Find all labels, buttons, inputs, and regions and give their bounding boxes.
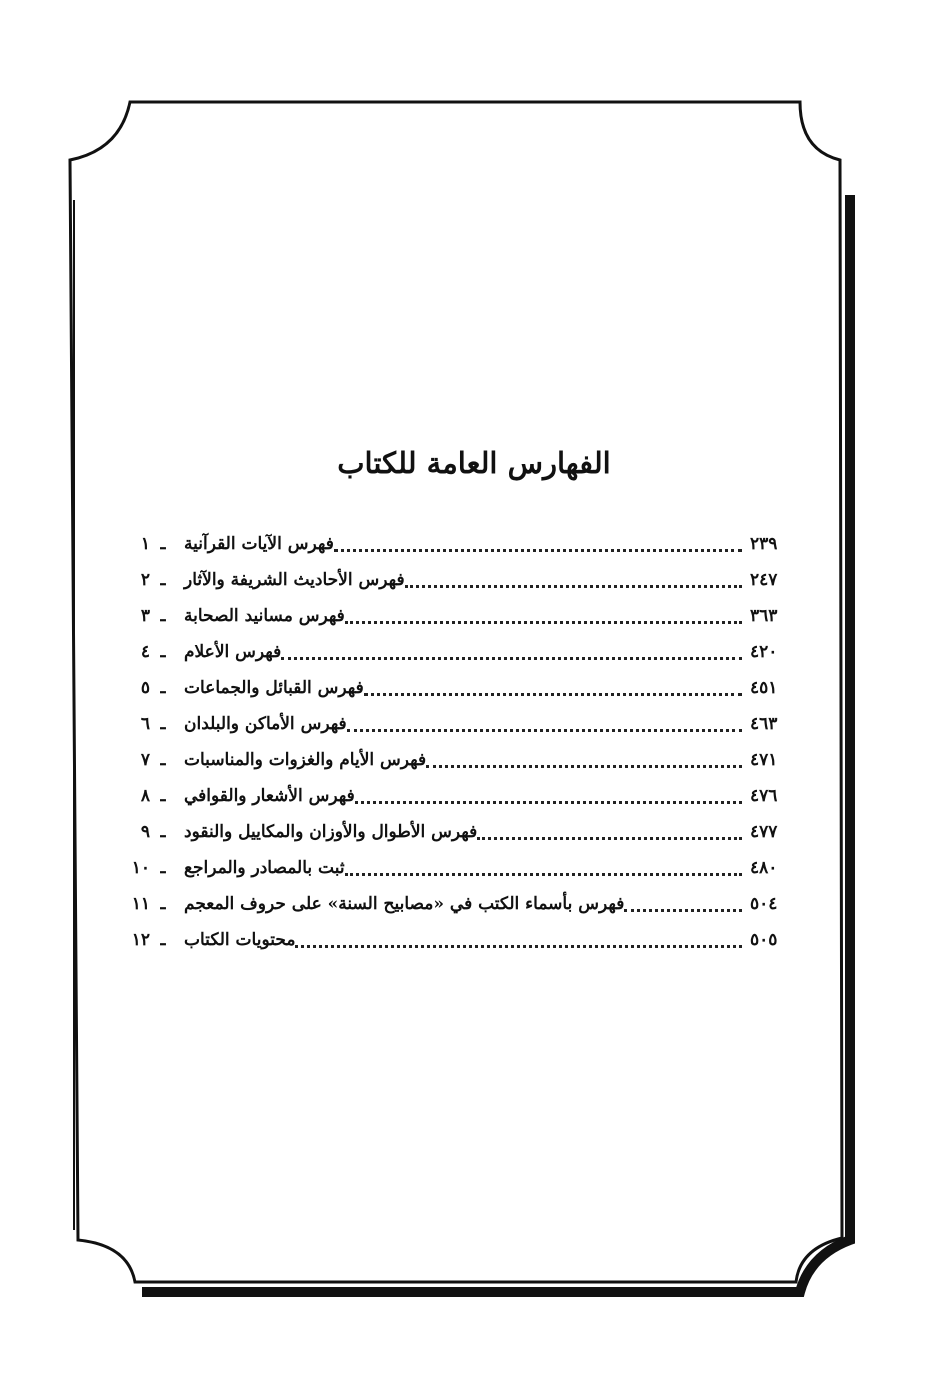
dot-leader — [364, 693, 742, 696]
dot-leader — [281, 657, 742, 660]
toc-entry[interactable] — [120, 598, 800, 634]
page-title: الفهارس العامة للكتاب — [337, 446, 611, 480]
entry-title: فهرس الأيام والغزوات والمناسبات — [184, 750, 427, 770]
entry-number: ٨ — [140, 786, 150, 806]
entry-number: ١١ — [131, 894, 150, 914]
entry-number: ٥ — [140, 678, 150, 698]
entry-title: فهرس الأماكن والبلدان — [184, 714, 347, 734]
entry-number: ١٠ — [131, 858, 150, 878]
entry-page-number: ٤٧١ — [750, 750, 778, 770]
toc-entry[interactable] — [120, 814, 800, 850]
entry-title: فهرس الأشعار والقوافي — [184, 786, 355, 806]
entry-number: ١٢ — [131, 930, 150, 950]
entry-dash: ـ — [160, 930, 166, 950]
entry-title: فهرس الأعلام — [184, 642, 282, 662]
entry-page-number: ٢٤٧ — [750, 570, 778, 590]
toc-entry[interactable] — [120, 850, 800, 886]
dot-leader — [477, 837, 742, 840]
entry-number: ٩ — [140, 822, 150, 842]
entry-page-number: ٢٣٩ — [750, 534, 778, 554]
entry-page-number: ٤٢٠ — [750, 642, 778, 662]
entry-dash: ـ — [160, 714, 166, 734]
dot-leader — [355, 801, 742, 804]
entry-page-number: ٤٥١ — [750, 678, 778, 698]
entry-page-number: ٣٦٣ — [750, 606, 778, 626]
entry-page-number: ٤٧٦ — [750, 786, 778, 806]
entry-page-number: ٥٠٤ — [750, 894, 778, 914]
dot-leader — [295, 945, 742, 948]
entry-title: فهرس الأحاديث الشريفة والآثار — [184, 570, 405, 590]
entry-dash: ـ — [160, 534, 166, 554]
entry-dash: ـ — [160, 786, 166, 806]
entry-dash: ـ — [160, 750, 166, 770]
entry-page-number: ٤٧٧ — [750, 822, 778, 842]
entry-title: محتويات الكتاب — [184, 930, 296, 950]
entry-number: ٢ — [140, 570, 150, 590]
entry-title: فهرس الأطوال والأوزان والمكاييل والنقود — [184, 822, 478, 842]
entry-title: ثبت بالمصادر والمراجع — [184, 858, 345, 878]
entry-page-number: ٥٠٥ — [750, 930, 778, 950]
toc-entry[interactable] — [120, 634, 800, 670]
entry-title: فهرس القبائل والجماعات — [184, 678, 364, 698]
toc-entry[interactable] — [120, 778, 800, 814]
contents-list — [120, 526, 800, 958]
dot-leader — [426, 765, 742, 768]
dot-leader — [334, 549, 742, 552]
toc-entry[interactable] — [120, 886, 800, 922]
toc-entry[interactable] — [120, 670, 800, 706]
entry-page-number: ٤٨٠ — [750, 858, 778, 878]
entry-page-number: ٤٦٣ — [750, 714, 778, 734]
entry-dash: ـ — [160, 678, 166, 698]
toc-entry[interactable] — [120, 922, 800, 958]
entry-dash: ـ — [160, 822, 166, 842]
toc-entry[interactable] — [120, 742, 800, 778]
toc-entry[interactable] — [120, 526, 800, 562]
dot-leader — [405, 585, 742, 588]
dot-leader — [345, 873, 742, 876]
dot-leader — [624, 909, 742, 912]
dot-leader — [345, 621, 742, 624]
entry-dash: ـ — [160, 570, 166, 590]
entry-dash: ـ — [160, 858, 166, 878]
entry-number: ٤ — [140, 642, 150, 662]
entry-number: ١ — [140, 534, 150, 554]
entry-title: فهرس الآيات القرآنية — [184, 534, 334, 554]
toc-entry[interactable] — [120, 562, 800, 598]
entry-title: فهرس بأسماء الكتب في «مصابيح السنة» على حروف المعجم — [184, 894, 625, 914]
entry-title: فهرس مسانيد الصحابة — [184, 606, 345, 626]
entry-dash: ـ — [160, 894, 166, 914]
dot-leader — [347, 729, 742, 732]
entry-number: ٦ — [140, 714, 150, 734]
toc-entry[interactable] — [120, 706, 800, 742]
entry-number: ٣ — [140, 606, 150, 626]
entry-number: ٧ — [140, 750, 150, 770]
entry-dash: ـ — [160, 642, 166, 662]
entry-dash: ـ — [160, 606, 166, 626]
